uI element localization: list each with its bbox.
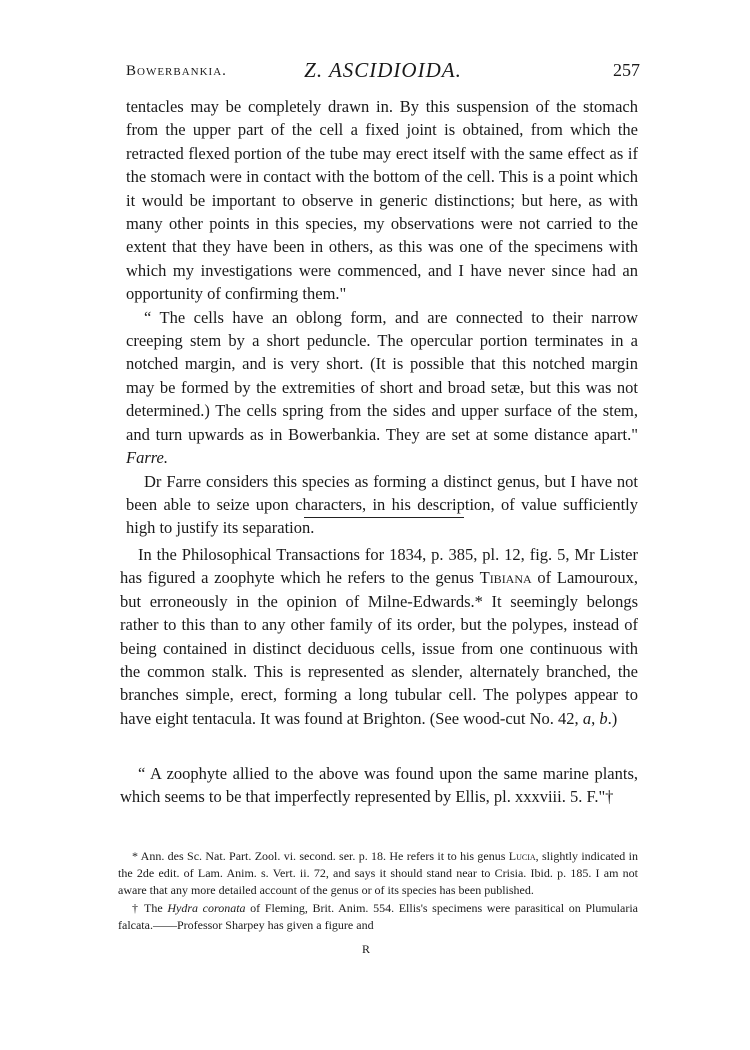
footnote-dagger [118, 900, 638, 934]
text-run: In the Philosophical Transactions for 1834, p. 385, pl. 12, fig. 5, Mr Lister has figured a zoophyte which he refers to the genus [120, 545, 638, 588]
text-run: .) [607, 708, 618, 728]
fig-ref-b: b [599, 708, 608, 728]
genus-tibiana: Tibiana [479, 568, 532, 588]
section-tibiana [120, 543, 638, 730]
genus-lucia: Lucia [508, 849, 536, 863]
text-run: * Ann. des Sc. Nat. Part. Zool. vi. second. ser. p. 18. He refers it to his genus [132, 849, 509, 863]
section-divider [304, 517, 464, 518]
text-run: of Lamouroux, but erroneously in the opinion of Milne-Edwards.* It seemingly belongs rather to this than to any other family of its order, but the polypes, instead of being contained in distinct deciduous cells, issue from one continuous with the common stalk. This is represented as slender, alternately branched, the branches simple, erect, forming a long tubular cell. The polypes appear to have eight tentacula. It was found at Brighton. (See wood-cut No. 42, [120, 568, 638, 728]
text-run: , slightly indicated in the 2de edit. of Lam. Anim. s. Vert. ii. 72, and says it should stand near to Crisia. Ibid. p. 185. I am not aware that any more detailed account of the genus or of its species has been published. [118, 849, 638, 898]
quote-attribution: Farre. [126, 448, 169, 468]
footnote-asterisk [118, 848, 638, 900]
paragraph-zoophyte-allied: “ A zoophyte allied to the above was found upon the same marine plants, which seems to be that imperfectly represented by Ellis, pl. xxxviii. 5. F."† [120, 764, 638, 807]
species-hydra-coronata: Hydra coronata [167, 900, 246, 915]
main-text [126, 95, 638, 540]
text-run: † The [132, 900, 168, 915]
text-run: , [591, 708, 600, 728]
paragraph-continued: tentacles may be completely drawn in. By this suspension of the stomach from the upper part of the cell a fixed joint is obtained, from which the retracted flexed portion of the tube may erect itself with the same effect as if the stomach were in contact with the bottom of the cell. This is a point which it would be important to observe in generic distinctions; but here, as with many other points in this species, my observations were not carried to the extent that they have been in others, as this was one of the specimens with which my investigations were commenced, and I have never since had an opportunity of confirming them." [126, 97, 638, 304]
paragraph-quote-farre [126, 306, 638, 470]
quote-text: “ The cells have an oblong form, and are connected to their narrow creeping stem by a short peduncle. The opercular portion terminates in a notched margin, and is very short. (It is possible that this notched margin may be formed by the extremities of short and broad setæ, but this was not determined.) The cells spring from the sides and upper surface of the stem, and turn upwards as in Bowerbankia. They are set at some distance apart." [126, 307, 638, 444]
footnotes [118, 848, 638, 934]
running-head-title: Z. ASCIDIOIDA. [304, 58, 462, 82]
text-run: of Fleming, Brit. Anim. 554. Ellis's specimens were parasitical on Plumularia falcata.——Professor Sharpey has given a figure and [118, 900, 638, 932]
paragraph-lister [120, 543, 638, 730]
page-number: 257 [613, 60, 640, 80]
running-head-genus: Bowerbankia. [126, 63, 227, 79]
fig-ref-a: a [582, 708, 592, 728]
quote-zoophyte [120, 762, 638, 809]
signature-mark: R [362, 942, 371, 956]
paragraph-farre-genus: Dr Farre considers this species as forming a distinct genus, but I have not been able to seize upon characters, in his description, of value sufficiently high to justify its separation. [126, 471, 638, 538]
running-header [126, 58, 640, 86]
